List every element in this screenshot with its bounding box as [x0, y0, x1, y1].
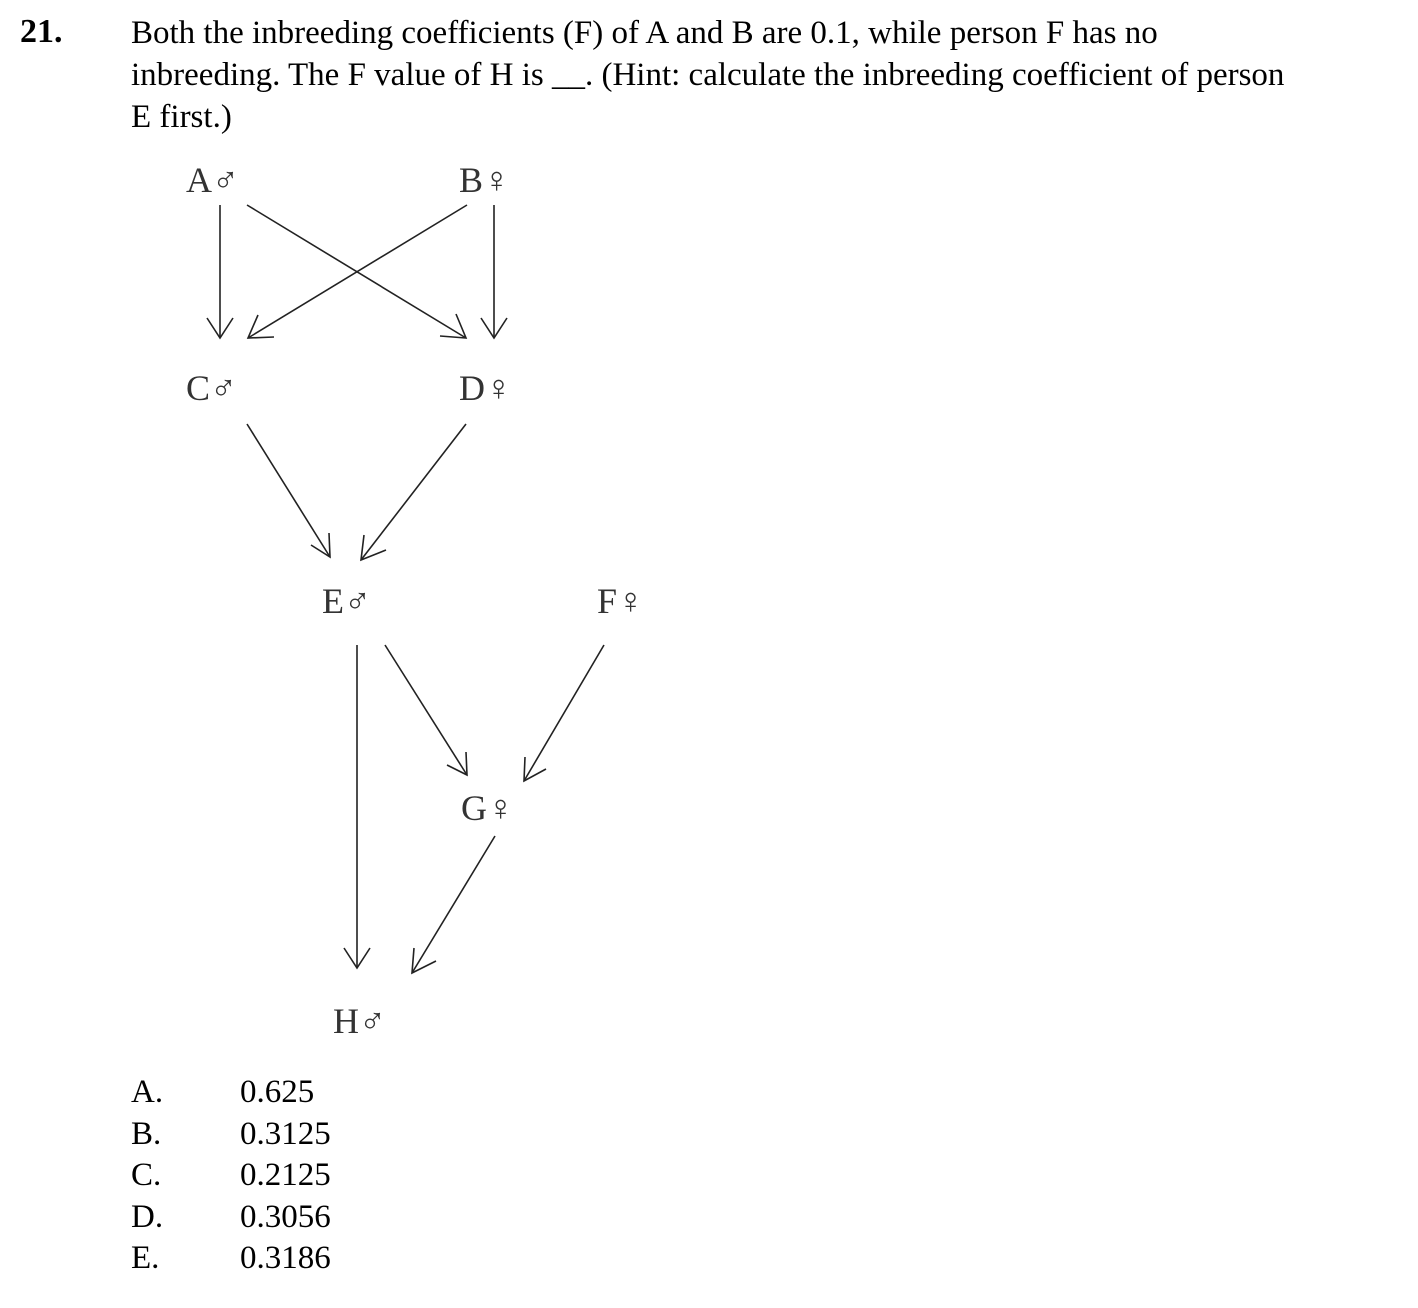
option-value: 0.3056: [240, 1198, 331, 1235]
edge-c-to-e: [247, 424, 330, 557]
answer-options: [131, 1072, 331, 1280]
node-d: D♀: [459, 368, 512, 408]
question-number: 21.: [20, 13, 63, 50]
option-value: 0.3125: [240, 1115, 331, 1152]
node-a: A♂: [186, 160, 239, 200]
option-a[interactable]: [131, 1072, 331, 1114]
node-h: H♂: [333, 1001, 386, 1041]
option-letter: C.: [131, 1157, 162, 1193]
option-value: 0.625: [240, 1074, 315, 1110]
option-c[interactable]: [131, 1155, 331, 1197]
node-c: C♂: [186, 368, 238, 408]
question-line-3: E first.): [131, 99, 232, 135]
edge-g-to-h: [412, 836, 495, 973]
option-value: 0.2125: [240, 1157, 331, 1193]
option-letter: E.: [131, 1240, 160, 1276]
option-letter: A.: [131, 1074, 164, 1110]
edge-d-to-e: [361, 424, 466, 560]
node-b: B♀: [459, 160, 511, 200]
option-e[interactable]: [131, 1238, 331, 1280]
edge-a-to-c: [207, 205, 233, 338]
option-letter: B.: [131, 1115, 162, 1152]
option-value: 0.3186: [240, 1240, 331, 1276]
option-letter: D.: [131, 1198, 164, 1235]
node-f: F♀: [597, 581, 645, 621]
node-e: E♂: [322, 581, 371, 621]
option-b[interactable]: [131, 1114, 331, 1156]
question-line-1: Both the inbreeding coefficients (F) of A and B are 0.1, while person F has no: [131, 15, 1158, 51]
edge-b-to-d: [481, 205, 507, 338]
question-line-2: inbreeding. The F value of H is __. (Hint: calculate the inbreeding coefficient of person: [131, 57, 1285, 93]
node-g: G♀: [461, 788, 514, 828]
edge-e-to-g: [385, 645, 467, 775]
option-d[interactable]: [131, 1197, 331, 1239]
edge-e-to-h: [344, 645, 370, 968]
edge-f-to-g: [524, 645, 604, 781]
